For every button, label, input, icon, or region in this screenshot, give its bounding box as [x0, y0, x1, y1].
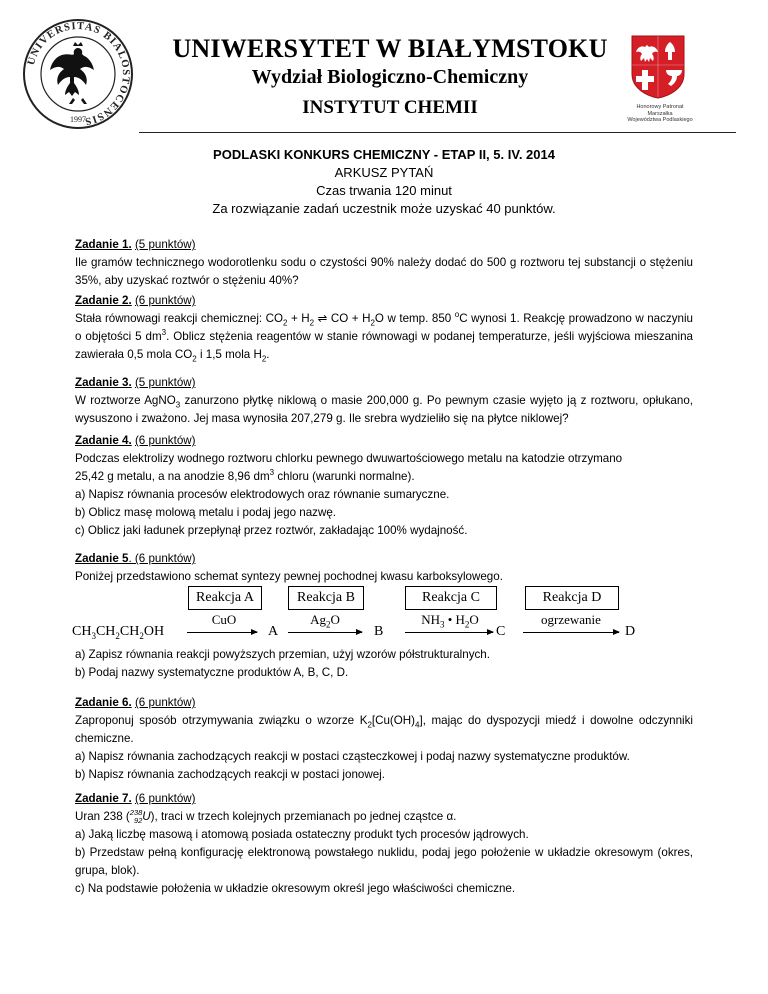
patron-line: Województwa Podlaskiego	[627, 117, 693, 123]
product-d: D	[625, 624, 636, 639]
product-b: B	[374, 624, 384, 639]
task-4	[75, 432, 693, 540]
task-5	[75, 550, 693, 586]
task-points: (6 punktów)	[134, 696, 196, 709]
reaction-a-box: Reakcja A	[188, 586, 262, 610]
letterhead	[0, 0, 768, 130]
task-heading	[75, 432, 693, 450]
subquestion: b) Przedstaw pełną konfigurację elektronową powstałego nuklidu, podaj jego położenie w układzie okresowym (okres, grupa, blok).	[75, 846, 693, 877]
reagent-d: ogrzewanie	[541, 612, 601, 627]
subquestion: a) Jaką liczbę masową i atomową posiada ostateczny produkt tych procesów jądrowych.	[75, 828, 529, 841]
task-text: W roztworze AgNO$_3$ zanurzono płytkę niklową o masie 200,000 g. Po pewnym czasie wyjęto ją z roztworu, opłukano, wysuszono i zważono. Jej masa wynosiła 207,279 g. Ile srebra wydzieliło się na płytce niklowej?	[75, 394, 693, 425]
task-heading	[75, 550, 693, 568]
synthesis-scheme	[70, 586, 710, 646]
arrow-icon	[288, 632, 362, 633]
task-1	[75, 236, 693, 290]
arrow-icon	[523, 632, 619, 633]
patron-note	[612, 104, 708, 124]
task-6	[75, 694, 693, 784]
task-text: Uran 238 ( 238 92 U), traci w trzech kolejnych przemianach po jednej cząstce α.	[75, 807, 457, 825]
subquestion: c) Oblicz jaki ładunek przepłynął przez roztwór, zakładając 100% wydajność.	[75, 524, 468, 537]
reagent-a: CuO	[211, 612, 237, 627]
header-divider	[139, 132, 736, 133]
equilibrium-arrow-icon: ⇌	[314, 312, 331, 325]
reaction-c-box: Reakcja C	[405, 586, 497, 610]
task-heading	[75, 374, 693, 392]
task-5-questions	[75, 646, 693, 682]
task-3	[75, 374, 693, 428]
starting-compound: $CH_3CH_2CH_2OH$	[72, 624, 165, 641]
patron-line: Honorowy Patronat	[636, 104, 684, 110]
task-number: Zadanie 1.	[75, 238, 132, 251]
task-points: (5 punktów)	[134, 376, 196, 389]
task-heading	[75, 694, 693, 712]
task-points: . (6 punktów)	[128, 552, 196, 565]
patron-line: Marszałka	[647, 110, 673, 117]
voivodeship-crest-icon	[630, 34, 686, 100]
task-text: Poniżej przedstawiono schemat syntezy pewnej pochodnej kwasu karboksylowego.	[75, 570, 503, 583]
task-text: Zaproponuj sposób otrzymywania związku o wzorze $K_2[Cu(OH)_4]$, mając do dyspozycji miedź i dowolne odczynniki chemiczne.	[75, 714, 694, 745]
task-points: (6 punktów)	[134, 294, 196, 307]
task-text: Podczas elektrolizy wodnego roztworu chlorku pewnego dwuwartościowego metalu na katodzie otrzymano	[75, 452, 623, 465]
task-2	[75, 292, 693, 364]
product-a: A	[268, 624, 279, 639]
task-text: 25,42 g metalu, a na anodzie 8,96 $dm^3$ chloru (warunki normalne).	[75, 468, 415, 483]
subquestion: a) Napisz równania zachodzących reakcji w postaci cząsteczkowej i podaj nazwy systematyczne produktów.	[75, 750, 630, 763]
sheet-title: ARKUSZ PYTAŃ	[334, 165, 434, 180]
institute-name: INSTYTUT CHEMII	[302, 97, 478, 118]
subquestion: b) Napisz równania zachodzących reakcji w postaci jonowej.	[75, 768, 385, 781]
task-points: (5 punktów)	[134, 238, 196, 251]
subquestion: a) Napisz równania procesów elektrodowych oraz równanie sumaryczne.	[75, 488, 450, 501]
seal-lettering: UNIVERSITAS BIALOSTOCENSIS	[25, 20, 132, 127]
reaction-b-box: Reakcja B	[288, 586, 364, 610]
task-heading	[75, 236, 693, 254]
task-number: Zadanie 6.	[75, 696, 132, 709]
faculty-name: Wydział Biologiczno-Chemiczny	[251, 66, 529, 88]
subquestion: b) Podaj nazwy systematyczne produktów A, B, C, D.	[75, 666, 349, 679]
task-number: Zadanie 3.	[75, 376, 132, 389]
task-number: Zadanie 5	[75, 552, 129, 565]
reagent-b: $Ag_2O$	[310, 612, 340, 630]
subquestion: b) Oblicz masę molową metalu i podaj jego nazwę.	[75, 506, 336, 519]
arrow-icon	[187, 632, 257, 633]
arrow-icon	[405, 632, 493, 633]
max-points: Za rozwiązanie zadań uczestnik może uzyskać 40 punktów.	[212, 201, 556, 216]
task-text: Ile gramów technicznego wodorotlenku sodu o czystości 90% należy dodać do 500 g roztworu tej substancji o stężeniu 35%, aby uzyskać roztwór o stężeniu 40%?	[75, 256, 693, 287]
reagent-c: $NH_3$ • $H_2O$	[421, 612, 479, 630]
reaction-d-box: Reakcja D	[525, 586, 619, 610]
task-points: (6 punktów)	[134, 434, 196, 447]
task-heading	[75, 292, 693, 310]
product-c: C	[496, 624, 506, 639]
nuclide-symbol: 238 92 U	[129, 807, 151, 825]
seal-year: 1997	[70, 115, 86, 124]
university-seal-icon	[22, 18, 134, 130]
task-heading	[75, 790, 693, 808]
contest-title: PODLASKI KONKURS CHEMICZNY - ETAP II, 5. IV. 2014	[213, 147, 555, 162]
duration: Czas trwania 120 minut	[316, 183, 452, 198]
subquestion: c) Na podstawie położenia w układzie okresowym określ jego właściwości chemiczne.	[75, 882, 516, 895]
task-text: Stała równowagi reakcji chemicznej: $CO_2 + H_2$ ⇌ CO + $H_2O$ w temp. 850 $^o$C wynosi 1. Reakcję prowadzono w naczyniu o objętości 5 $dm^3$. Oblicz stężenia reagentów w stanie równowagi w podanej temperaturze, jeśli wyjściowa mieszanina zawierała 0,5 mola $CO_2$ i 1,5 mola $H_2$.	[75, 310, 693, 364]
task-points: (6 punktów)	[134, 792, 196, 805]
task-7	[75, 790, 693, 898]
university-name: UNIWERSYTET W BIAŁYMSTOKU	[172, 34, 608, 63]
subquestion: a) Zapisz równania reakcji powyższych przemian, użyj wzorów półstrukturalnych.	[75, 648, 490, 661]
task-number: Zadanie 4.	[75, 434, 132, 447]
task-number: Zadanie 2.	[75, 294, 132, 307]
task-number: Zadanie 7.	[75, 792, 132, 805]
